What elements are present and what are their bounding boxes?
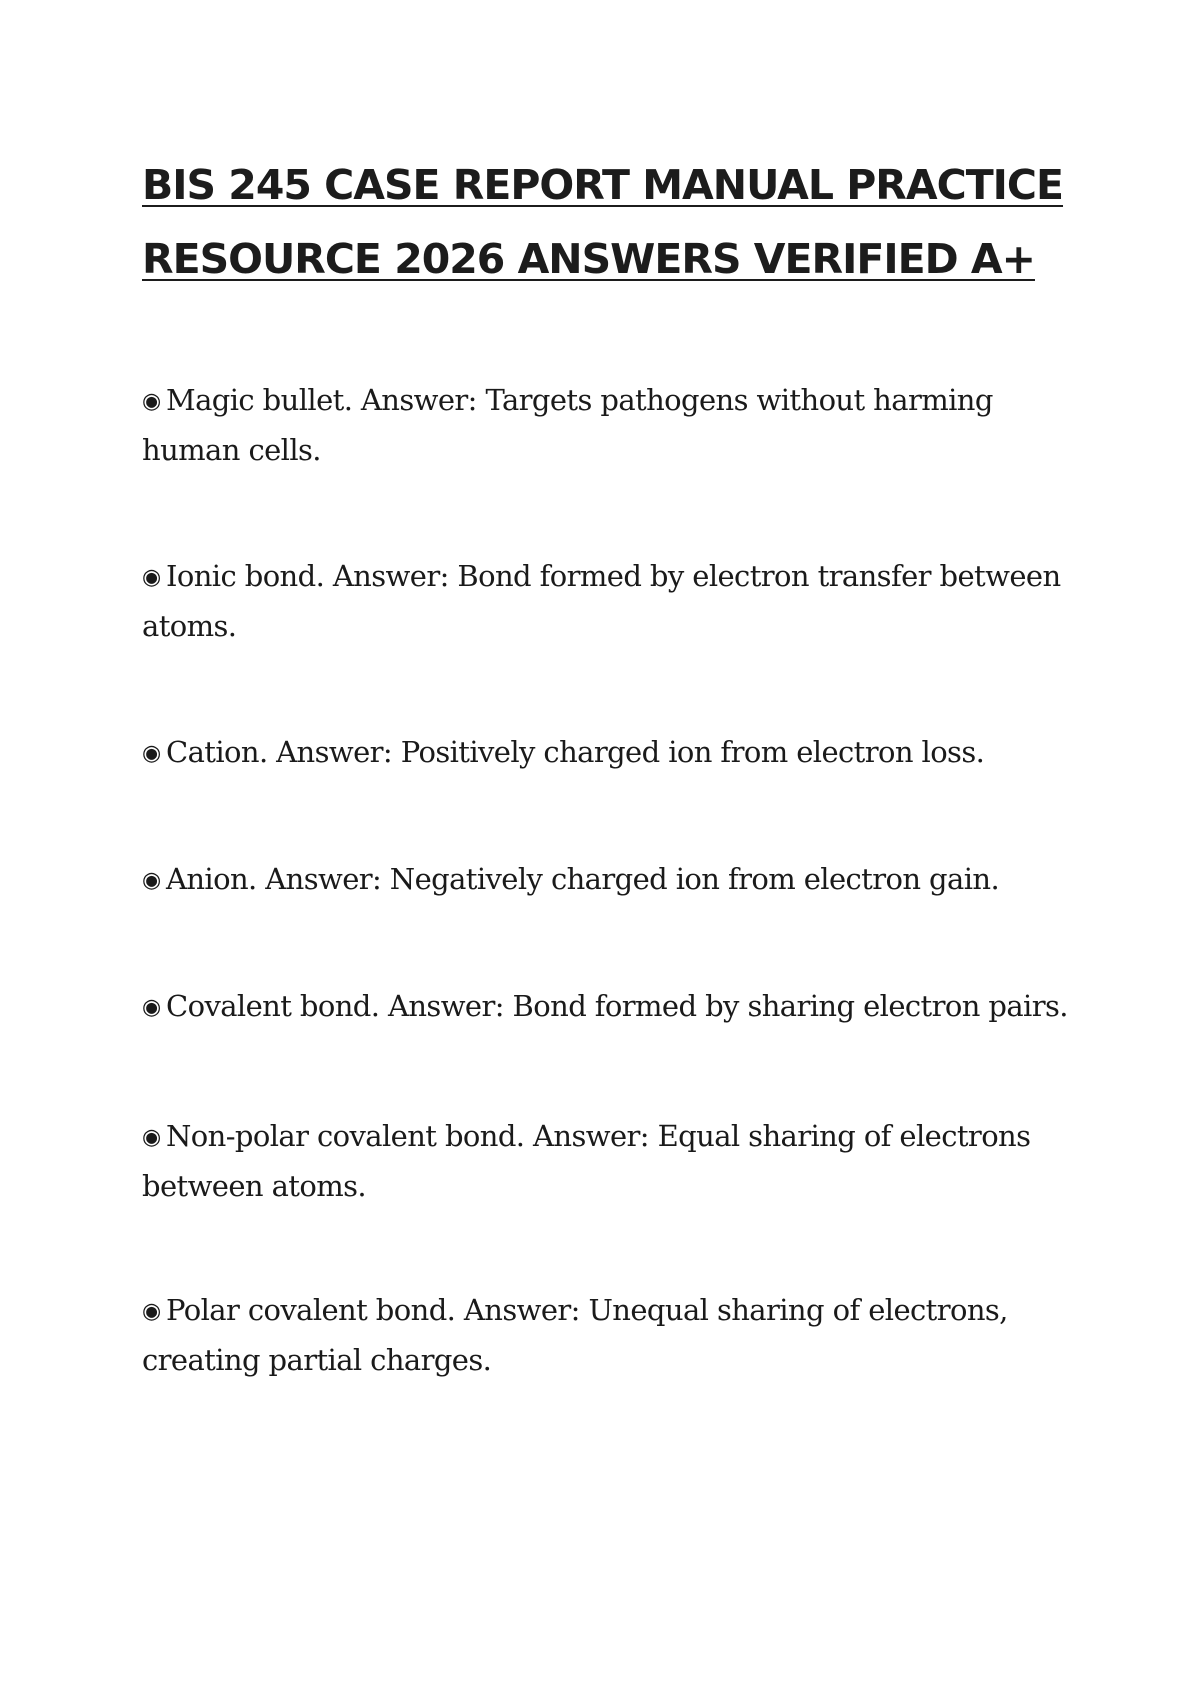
qa-item-text: Covalent bond. Answer: Bond formed by sharing electron pairs.: [166, 989, 1068, 1023]
qa-item-text: Cation. Answer: Positively charged ion from electron loss.: [166, 735, 985, 769]
qa-item-text: Anion. Answer: Negatively charged ion from electron gain.: [166, 862, 1000, 896]
document-title: BIS 245 CASE REPORT MANUAL PRACTICE RESOURCE 2026 ANSWERS VERIFIED A+: [142, 161, 1064, 283]
qa-item: [142, 376, 1082, 474]
radio-bullet-icon: ◉: [142, 868, 161, 893]
qa-item-text: Magic bullet. Answer: Targets pathogens without harming human cells.: [142, 383, 993, 467]
qa-item: [142, 1286, 1082, 1384]
radio-bullet-icon: ◉: [142, 1125, 161, 1150]
radio-bullet-icon: ◉: [142, 389, 161, 414]
radio-bullet-icon: ◉: [142, 995, 161, 1020]
radio-bullet-icon: ◉: [142, 565, 161, 590]
qa-item: [142, 552, 1082, 650]
qa-item: [142, 1112, 1082, 1210]
qa-item: [142, 982, 1082, 1032]
radio-bullet-icon: ◉: [142, 1299, 161, 1324]
qa-item-text: Ionic bond. Answer: Bond formed by electron transfer between atoms.: [142, 559, 1061, 643]
qa-item: [142, 855, 1082, 905]
radio-bullet-icon: ◉: [142, 741, 161, 766]
qa-item-text: Polar covalent bond. Answer: Unequal sharing of electrons, creating partial charges.: [142, 1293, 1008, 1377]
qa-item: [142, 728, 1082, 778]
qa-item-text: Non-polar covalent bond. Answer: Equal sharing of electrons between atoms.: [142, 1119, 1031, 1203]
